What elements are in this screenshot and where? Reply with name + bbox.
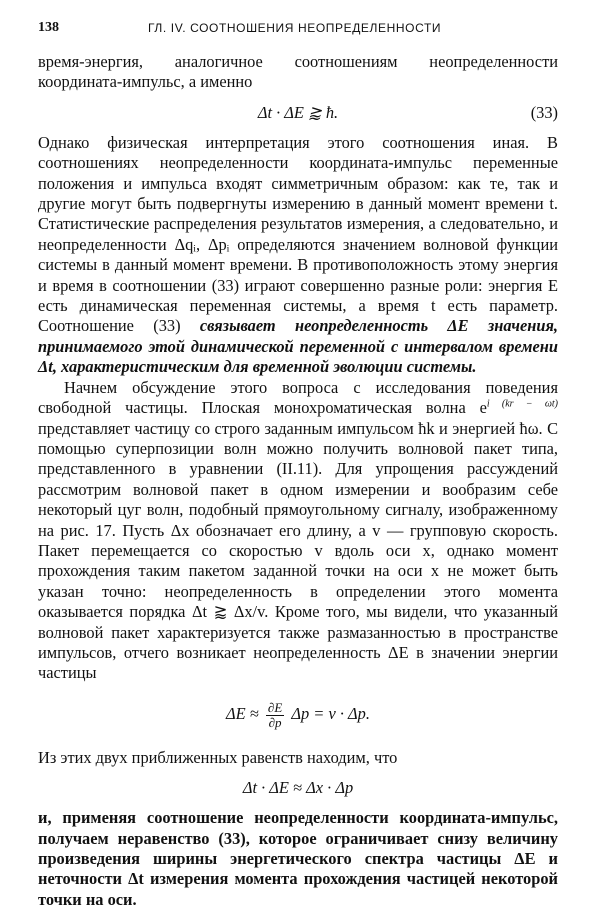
equation-energy-left: ΔE ≈ — [226, 703, 259, 723]
equation-time-energy-product — [38, 776, 558, 800]
equation-energy-right: Δp = v · Δp. — [291, 703, 370, 723]
derivative-numerator: ∂E — [267, 699, 283, 715]
paragraph-interpretation-emphasis: связывает неопределенность ΔE значения, принимаемого этой динамической переменной с интервалом времени Δt, характеристическим для временной эволюции системы. — [38, 316, 559, 377]
page-body — [38, 52, 558, 910]
equation-33-number: (33) — [530, 102, 558, 122]
intro-paragraph: время-энергия, аналогичное соотношениям неопределенности координата-импульс, а именно — [38, 52, 558, 92]
equation-33 — [38, 101, 558, 125]
equation-energy-uncertainty — [38, 694, 558, 734]
equation-time-energy-body: Δt · ΔE ≈ Δx · Δp — [242, 778, 354, 798]
page-number: 138 — [38, 20, 59, 35]
paragraph-from-equalities: Из этих двух приближенных равенств находим, что — [38, 747, 398, 767]
paragraph-free-particle-start: Начнем обсуждение этого вопроса с исследования поведения свободной частицы. Плоская монохроматическая волна e — [38, 377, 558, 418]
paragraph-interpretation — [38, 133, 558, 378]
paragraph-free-particle — [38, 378, 558, 684]
equation-33-body: Δt · ΔE ⪆ ħ. — [257, 102, 339, 122]
running-title: ГЛ. IV. СООТНОШЕНИЯ НЕОПРЕДЕЛЕННОСТИ — [148, 21, 442, 35]
plane-wave-exponent: i (kr − ωt) — [486, 398, 558, 410]
paragraph-interpretation-text: Однако физическая интерпретация этого соотношения иная. В соотношениях неопределенности координата-импульс переменные положения и импульса входят симметричным образом: как те, так и другие могут быть подвергнуты измерению в данный момент времени t. Статистические распределения результатов измерения, а следовательно, и неопределенности Δqᵢ, Δpᵢ определяются значением волновой функции системы в данный момент времени. В противоположность этому энергия и время в соотношении (33) играют совершенно разные роли: энергия E есть динамическая переменная системы, а время t есть параметр. Соотношение (33) — [38, 132, 558, 336]
paragraph-free-particle-rest: представляет частицу со строго заданным импульсом ħk и энергией ħω. С помощью суперпозиции волн можно получить волновой пакет типа, представленного в уравнении (II.11). Для упрощения рассуждений рассмотрим волновой пакет в одном измерении и вообразим себе некоторый цуг волн, подобный прямоугольному сигналу, изображенному на рис. 17. Пусть Δx обозначает его длину, а v — групповую скорость. Пакет перемещается со скоростью v вдоль оси x, однако момент прохождения таким пакетом заданной точки на оси x не может быть указан точно: неопределенность в определении этого момента оказывается порядка Δt ⪆ Δx/v. Кроме того, мы видели, что указанный волновой пакет характеризуется также размазанностью в пространстве импульсов, отчего возникает неопределенность ΔE в значении энергии частицы — [38, 418, 558, 683]
page-header — [38, 20, 558, 44]
derivative-fraction — [266, 701, 284, 730]
derivative-denominator: ∂p — [268, 714, 282, 730]
paragraph-conclusion: и, применяя соотношение неопределенности координата-импульс, получаем неравенство (33), которое ограничивает снизу величину произведения ширины энергетического спектра частицы ΔE и неточности Δt измерения момента прохождения частицей некоторой точки на оси. — [38, 808, 558, 909]
